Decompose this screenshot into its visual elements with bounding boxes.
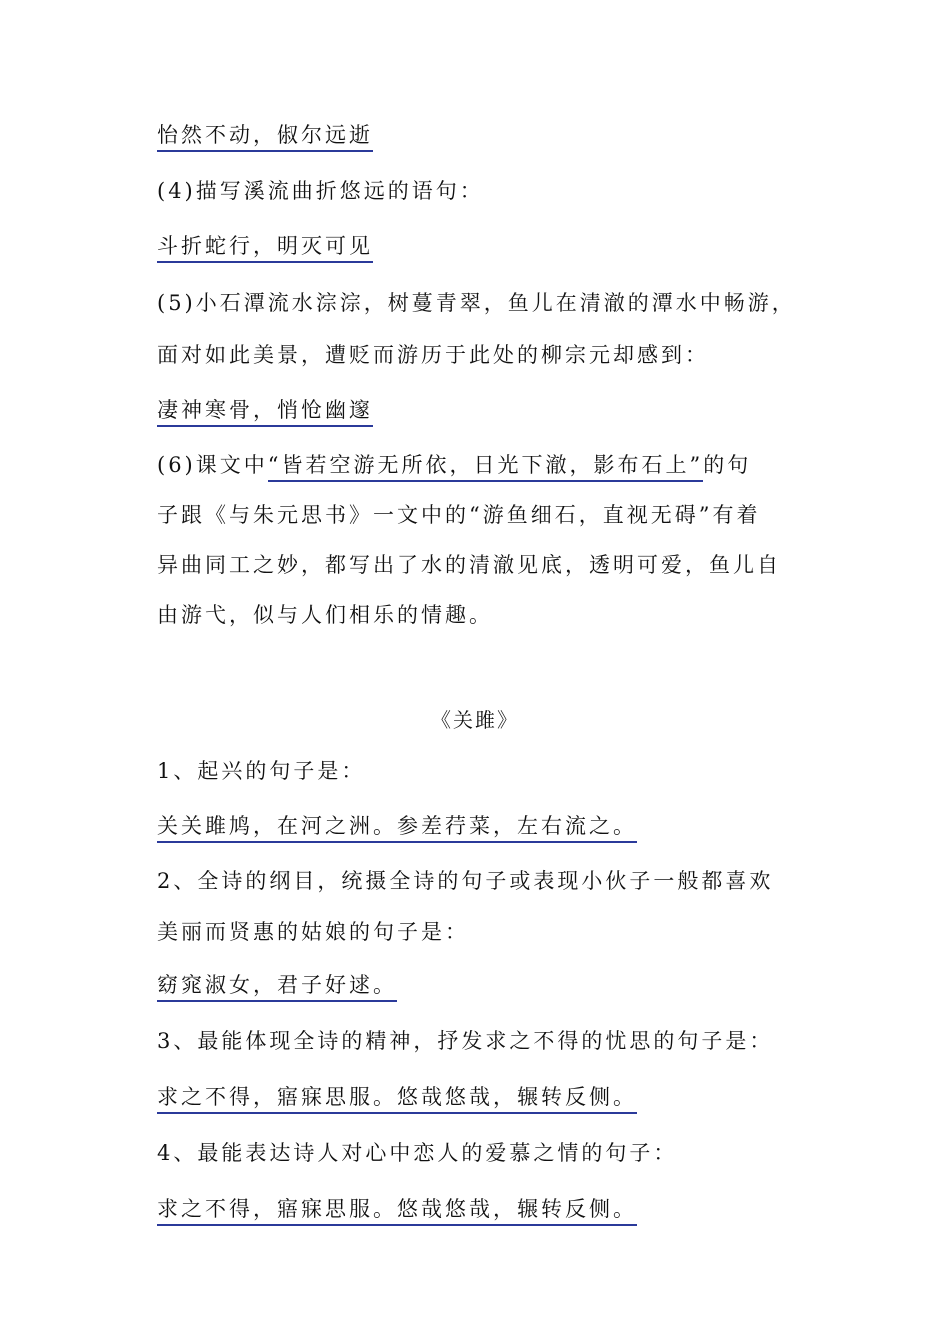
question-line: 美丽而贤惠的姑娘的句子是：: [157, 920, 469, 944]
question-line: 1、起兴的句子是：: [157, 759, 366, 783]
answer-line: [157, 1194, 637, 1226]
question-line: 2、全诗的纲目，统摄全诗的句子或表现小伙子一般都喜欢: [157, 869, 774, 893]
question-line: 面对如此美景，遭贬而游历于此处的柳宗元却感到：: [157, 343, 709, 367]
question-line: 4、最能表达诗人对心中恋人的爱慕之情的句子：: [157, 1141, 678, 1165]
text-line: 异曲同工之妙，都写出了水的清澈见底，透明可爱，鱼儿自: [157, 553, 781, 577]
section-title: 《关雎》: [431, 708, 519, 732]
question-line: (5)小石潭流水淙淙，树蔓青翠，鱼儿在清澈的潭水中畅游，: [157, 291, 796, 315]
answer-underlined: 关关雎鸠，在河之洲。参差荇菜，左右流之。: [157, 811, 637, 843]
question-prefix: (6)课文中: [157, 453, 268, 477]
question-suffix: 的句: [703, 453, 752, 477]
text-line: 子跟《与朱元思书》一文中的“游鱼细石，直视无碍”有着: [157, 503, 761, 527]
answer-line: [157, 231, 373, 263]
answer-line: [157, 1082, 637, 1114]
question-line: [157, 450, 751, 482]
answer-underlined: 凄神寒骨，悄怆幽邃: [157, 395, 373, 427]
question-line: 3、最能体现全诗的精神，抒发求之不得的忧思的句子是：: [157, 1029, 774, 1053]
answer-underlined: “皆若空游无所依，日光下澈，影布石上”: [268, 450, 703, 482]
text-line: 由游弋，似与人们相乐的情趣。: [157, 603, 493, 627]
answer-underlined: 求之不得，寤寐思服。悠哉悠哉，辗转反侧。: [157, 1194, 637, 1226]
question-line: (4)描写溪流曲折悠远的语句：: [157, 179, 484, 203]
answer-line: [157, 970, 397, 1002]
answer-line: [157, 395, 373, 427]
answer-line: [157, 120, 373, 152]
answer-underlined: 斗折蛇行，明灭可见: [157, 231, 373, 263]
answer-underlined: 怡然不动，俶尔远逝: [157, 120, 373, 152]
answer-underlined: 求之不得，寤寐思服。悠哉悠哉，辗转反侧。: [157, 1082, 637, 1114]
answer-underlined: 窈窕淑女，君子好逑。: [157, 970, 397, 1002]
answer-line: [157, 811, 637, 843]
